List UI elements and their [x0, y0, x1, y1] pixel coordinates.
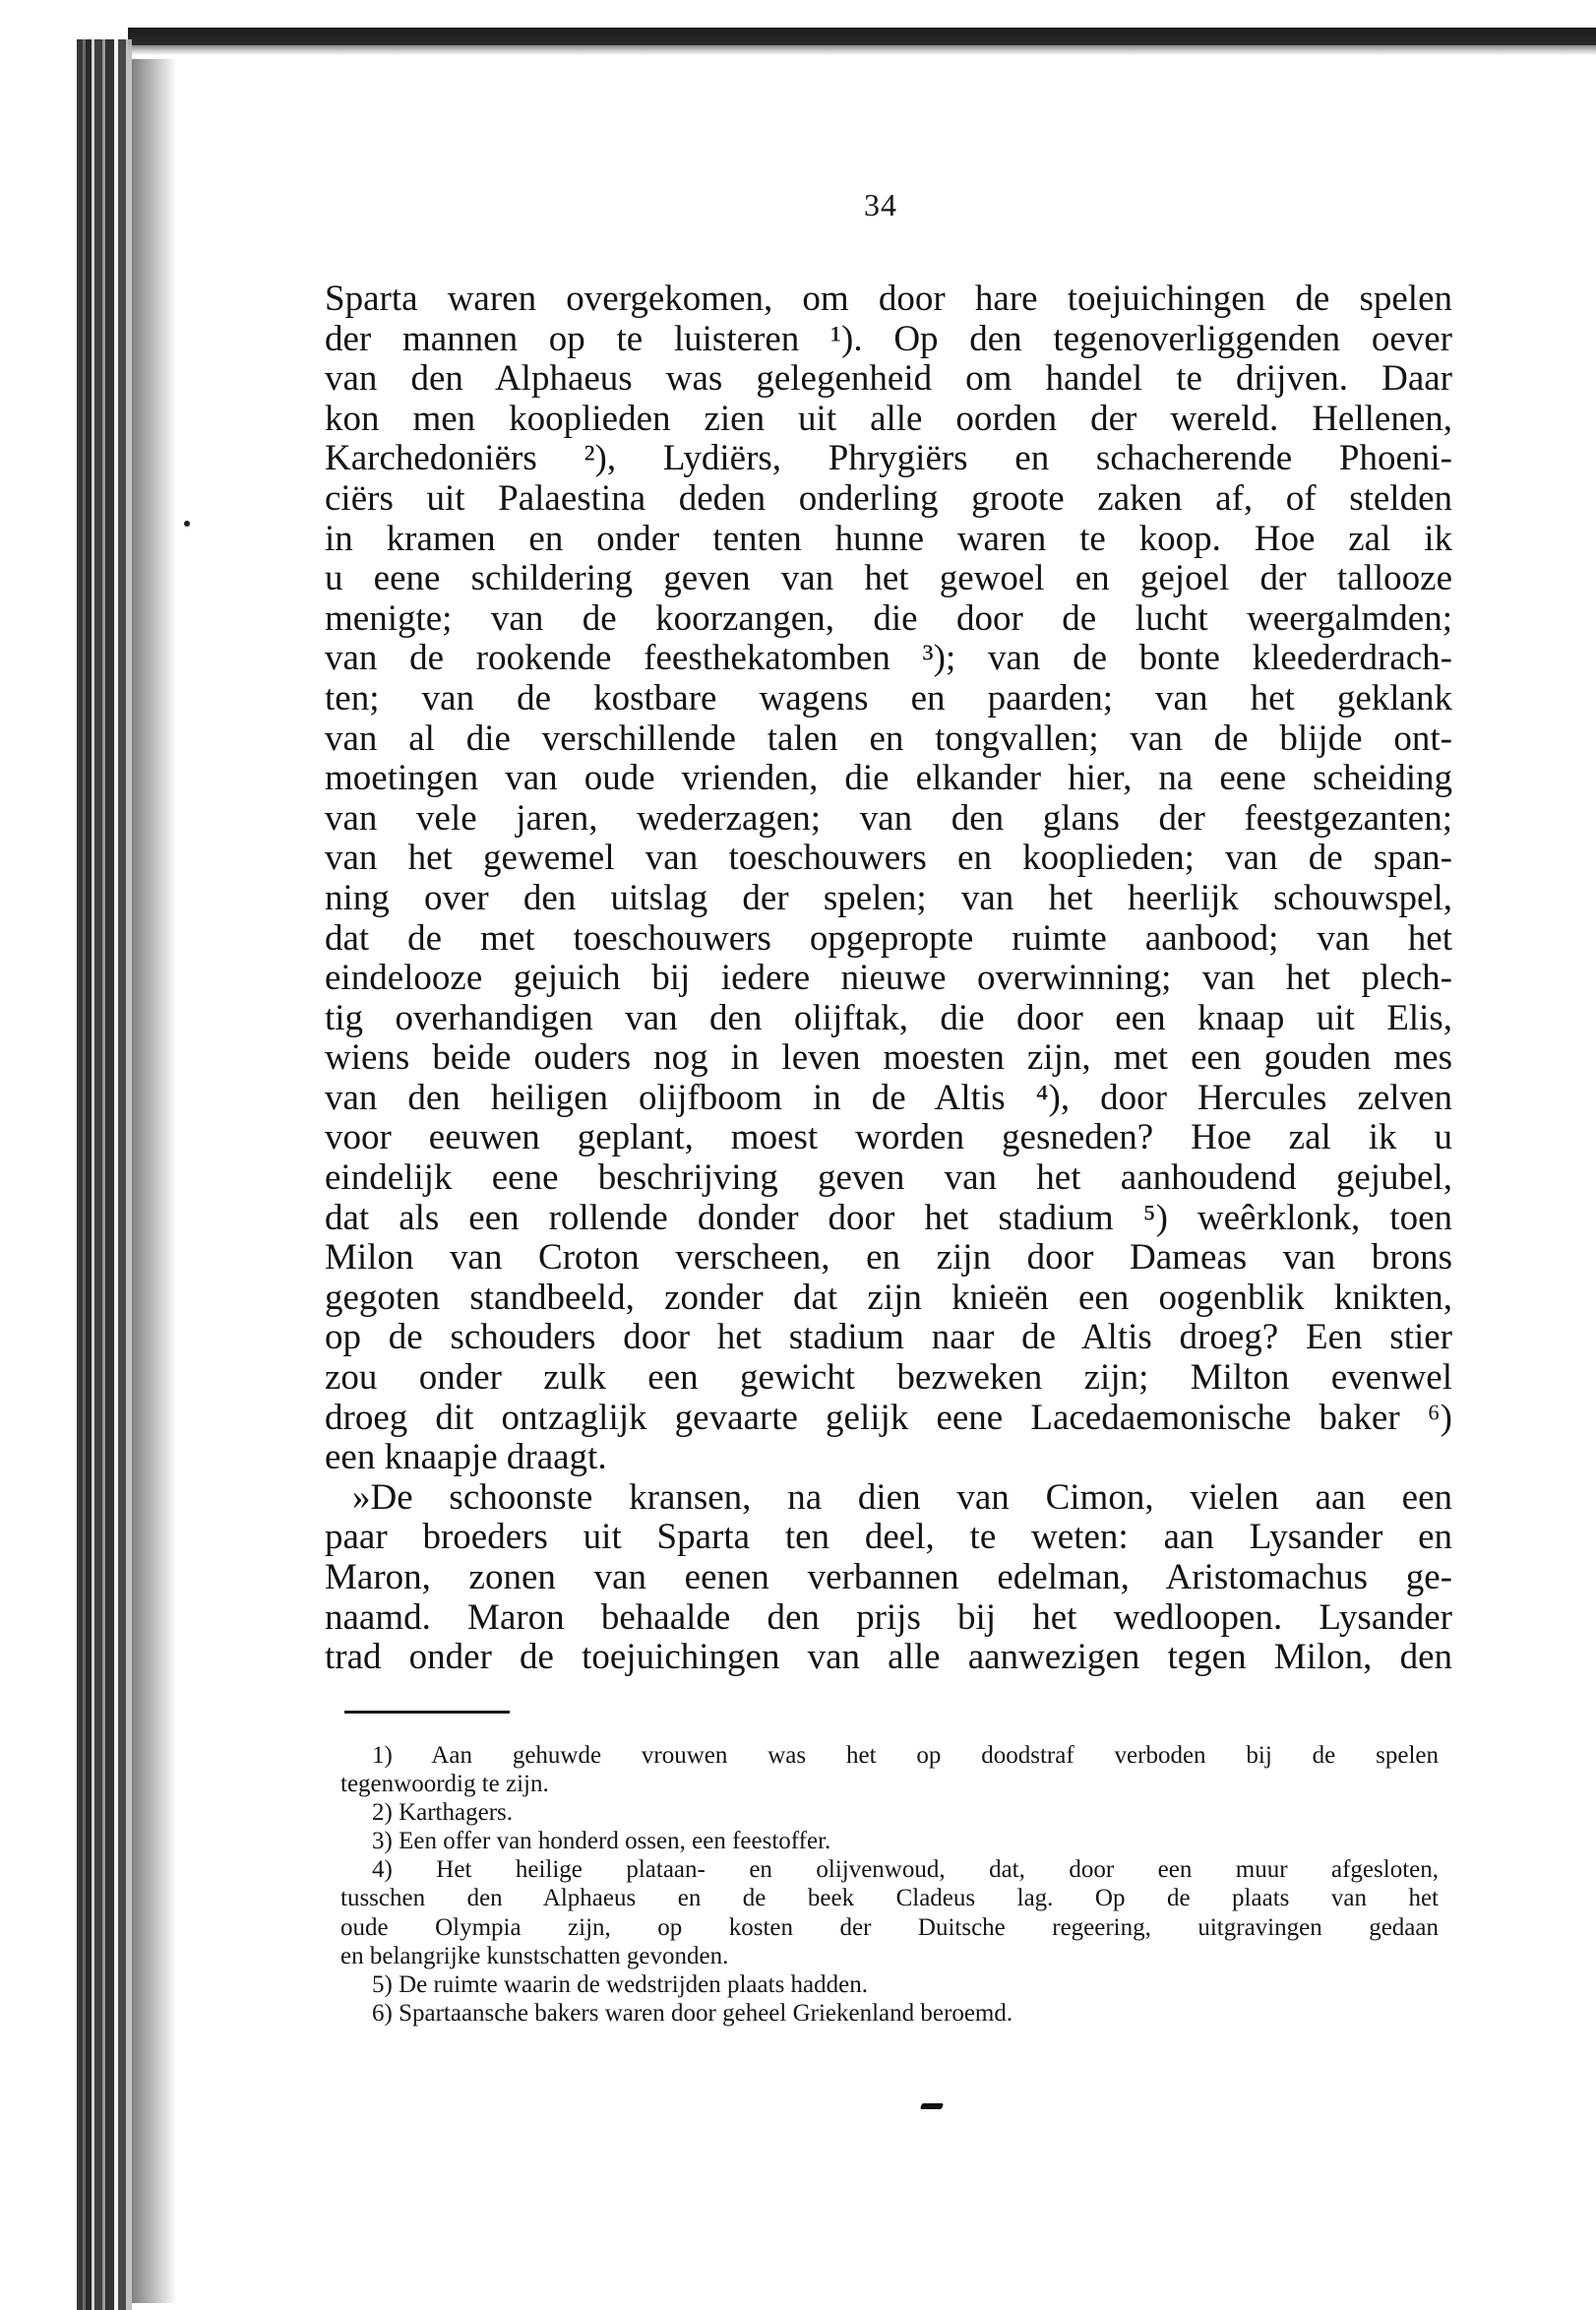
- body-line: eindelijk eene beschrijving geven van het aanhoudend gejubel,: [325, 1157, 1452, 1199]
- footnote-line: tusschen den Alphaeus en de beek Cladeus lag. Op de plaats van het: [340, 1885, 1439, 1912]
- body-line: moetingen van oude vrienden, die elkander hier, na eene scheiding: [325, 758, 1452, 799]
- body-line: eindelooze gejuich bij iedere nieuwe overwinning; van het plech-: [325, 958, 1452, 999]
- footnote-line: en belangrijke kunstschatten gevonden.: [340, 1942, 729, 1969]
- body-line: Maron, zonen van eenen verbannen edelman, Aristomachus ge-: [325, 1557, 1452, 1597]
- scan-shadow-top: [128, 28, 1596, 45]
- body-line: zou onder zulk een gewicht bezweken zijn; Milton evenwel: [325, 1357, 1452, 1399]
- body-line: van den Alphaeus was gelegenheid om handel te drijven. Daar: [325, 358, 1452, 400]
- body-line: Karchedoniërs ²), Lydiërs, Phrygiërs en schacherende Phoeni-: [325, 438, 1452, 479]
- body-line: menigte; van de koorzangen, die door de lucht weergalmden;: [325, 597, 1452, 639]
- body-line: van vele jaren, wederzagen; van den glans der feestgezanten;: [325, 797, 1452, 839]
- footnote-line: 2) Karthagers.: [372, 1799, 513, 1827]
- footnote-rule: [344, 1711, 510, 1714]
- body-line: paar broeders uit Sparta ten deel, te weten: aan Lysander en: [325, 1517, 1452, 1558]
- body-line: »De schoonste kransen, na dien van Cimon, vielen aan een: [352, 1476, 1452, 1518]
- body-line: trad onder de toejuichingen van alle aanwezigen tegen Milon, den: [325, 1637, 1452, 1678]
- body-line: een knaapje draagt.: [325, 1437, 607, 1478]
- footnote-line: oude Olympia zijn, op kosten der Duitsche regeering, uitgravingen gedaan: [340, 1913, 1439, 1941]
- footnotes: [340, 1741, 1439, 2028]
- scan-shadow-top-fade: [128, 45, 1596, 55]
- body-line: gegoten standbeeld, zonder dat zijn knieën een oogenblik knikten,: [325, 1277, 1452, 1318]
- body-line: kon men kooplieden zien uit alle oorden der wereld. Hellenen,: [325, 398, 1452, 439]
- body-line: naamd. Maron behaalde den prijs bij het wedloopen. Lysander: [325, 1596, 1452, 1638]
- body-line: der mannen op te luisteren ¹). Op den tegenoverliggenden oever: [325, 318, 1452, 359]
- body-line: op de schouders door het stadium naar de Altis droeg? Een stier: [325, 1317, 1452, 1358]
- body-line: u eene schildering geven van het gewoel en gejoel der tallooze: [325, 558, 1452, 599]
- body-line: van al die verschillende talen en tongvallen; van de blijde ont-: [325, 718, 1452, 759]
- footnote-line: 5) De ruimte waarin de wedstrijden plaats hadden.: [372, 1970, 868, 1998]
- body-line: droeg dit ontzaglijk gevaarte gelijk eene Lacedaemonische baker ⁶): [325, 1397, 1452, 1438]
- page-number: 34: [864, 187, 897, 222]
- body-line: wiens beide ouders nog in leven moesten zijn, met een gouden mes: [325, 1037, 1452, 1079]
- body-line: dat de met toeschouwers opgepropte ruimte aanbood; van het: [325, 917, 1452, 959]
- scan-speck: [184, 521, 190, 527]
- footnote-line: 6) Spartaansche bakers waren door geheel Griekenland beroemd.: [372, 1999, 1013, 2027]
- footnote-line: 3) Een offer van honderd ossen, een feestoffer.: [372, 1828, 831, 1855]
- body-line: tig overhandigen van den olijftak, die door een knaap uit Elis,: [325, 997, 1452, 1038]
- scan-shadow-gutter: [77, 39, 132, 2310]
- body-line: van den heiligen olijfboom in de Altis ⁴), door Hercules zelven: [325, 1077, 1452, 1118]
- body-line: voor eeuwen geplant, moest worden gesneden? Hoe zal ik u: [325, 1117, 1452, 1158]
- body-line: van het gewemel van toeschouwers en kooplieden; van de span-: [325, 838, 1452, 879]
- body-line: ning over den uitslag der spelen; van het heerlijk schouwspel,: [325, 877, 1452, 918]
- body-line: van de rookende feesthekatomben ³); van de bonte kleederdrach-: [325, 638, 1452, 679]
- footnote-line: 4) Het heilige plataan- en olijvenwoud, dat, door een muur afgesloten,: [372, 1856, 1439, 1884]
- footnote-line: tegenwoordig te zijn.: [340, 1771, 549, 1798]
- body-line: ciërs uit Palaestina deden onderling groote zaken af, of stelden: [325, 477, 1452, 519]
- footnote-line: 1) Aan gehuwde vrouwen was het op doodstraf verboden bij de spelen: [372, 1742, 1439, 1769]
- body-line: ten; van de kostbare wagens en paarden; van het geklank: [325, 677, 1452, 718]
- scan-mark: [920, 2103, 944, 2109]
- body-line: in kramen en onder tenten hunne waren te koop. Hoe zal ik: [325, 518, 1452, 559]
- body-line: Milon van Croton verscheen, en zijn door Dameas van brons: [325, 1237, 1452, 1279]
- body-text: [325, 280, 1452, 1678]
- scan-shadow-gutter-fade: [132, 59, 177, 2303]
- body-line: Sparta waren overgekomen, om door hare toejuichingen de spelen: [325, 279, 1452, 319]
- body-line: dat als een rollende donder door het stadium ⁵) weêrklonk, toen: [325, 1197, 1452, 1238]
